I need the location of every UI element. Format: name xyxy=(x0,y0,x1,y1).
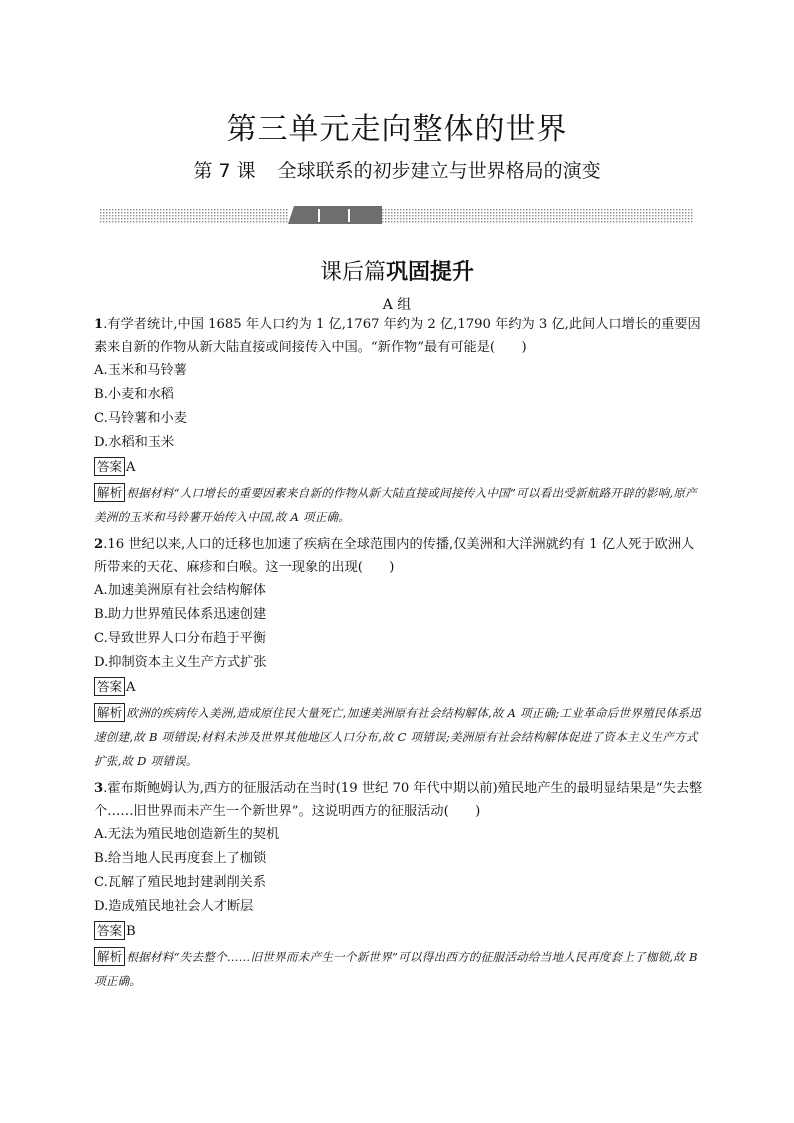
option-c: C.瓦解了殖民地封建剥削关系 xyxy=(94,875,267,890)
analysis-tag: 解析 xyxy=(94,703,125,722)
answer-tag: 答案 xyxy=(94,457,125,476)
answer-value: A xyxy=(126,680,136,695)
divider-tab xyxy=(288,206,382,224)
answer-line xyxy=(94,677,706,699)
analysis-tag: 解析 xyxy=(94,947,125,966)
analysis-text: 欧洲的疾病传入美洲,造成原住民大量死亡,加速美洲原有社会结构解体,故 A 项正确;工业革命后世界殖民体系迅速创建,故 B 项错误;材料未涉及世界其他地区人口分布,故 C 项错误;美洲原有社会结构解体促进了资本主义生产方式扩张,故 D 项错误。 xyxy=(94,706,702,768)
section-title-prefix: 课后篇 xyxy=(319,260,386,285)
answer-line xyxy=(94,921,706,943)
lesson-name: 全球联系的初步建立与世界格局的演变 xyxy=(277,160,601,182)
lesson-number: 第 7 课 xyxy=(193,160,256,182)
question-number: 2 xyxy=(94,537,104,552)
option-c: C.导致世界人口分布趋于平衡 xyxy=(94,631,267,646)
question-stem xyxy=(94,533,706,579)
option-a: A.加速美洲原有社会结构解体 xyxy=(94,583,266,598)
question-text: .16 世纪以来,人口的迁移也加速了疾病在全球范围内的传播,仅美洲和大洋洲就约有 1 亿人死于欧洲人所带来的天花、麻疹和白喉。这一现象的出现( ) xyxy=(94,537,695,575)
analysis-text: 根据材料“失去整个……旧世界而未产生一个新世界”可以得出西方的征服活动给当地人民再度套上了枷锁,故 B 项正确。 xyxy=(94,950,698,988)
section-divider xyxy=(100,206,694,226)
divider-dots-left xyxy=(100,209,288,224)
option-d: D.水稻和玉米 xyxy=(94,435,175,450)
question-number: 1 xyxy=(94,317,104,332)
question-number: 3 xyxy=(94,781,104,796)
answer-value: A xyxy=(126,460,136,475)
question-list xyxy=(94,313,706,997)
section-title-bold: 巩固提升 xyxy=(386,260,475,285)
question-2 xyxy=(94,533,706,773)
divider-dots-right xyxy=(382,209,694,224)
question-stem xyxy=(94,777,706,823)
group-label: A 组 xyxy=(382,297,412,313)
option-c: C.马铃薯和小麦 xyxy=(94,411,187,426)
analysis-line xyxy=(94,481,706,529)
answer-tag: 答案 xyxy=(94,921,125,940)
answer-value: B xyxy=(126,924,136,939)
question-stem xyxy=(94,313,706,359)
option-b: B.小麦和水稻 xyxy=(94,387,174,402)
analysis-tag: 解析 xyxy=(94,483,125,502)
question-3 xyxy=(94,777,706,993)
answer-line xyxy=(94,457,706,479)
option-b: B.给当地人民再度套上了枷锁 xyxy=(94,851,267,866)
analysis-line xyxy=(94,701,706,773)
answer-tag: 答案 xyxy=(94,677,125,696)
question-1 xyxy=(94,313,706,529)
analysis-line xyxy=(94,945,706,993)
lesson-title xyxy=(0,156,794,183)
question-text: .有学者统计,中国 1685 年人口约为 1 亿,1767 年约为 2 亿,1790 年约为 3 亿,此间人口增长的重要因素来自新的作物从新大陆直接或间接传入中国。“新作物”最有可能是( ) xyxy=(94,317,701,355)
option-d: D.抑制资本主义生产方式扩张 xyxy=(94,655,267,670)
question-text: .霍布斯鲍姆认为,西方的征服活动在当时(19 世纪 70 年代中期以前)殖民地产生的最明显结果是“失去整个……旧世界而未产生一个新世界”。这说明西方的征服活动( ) xyxy=(94,781,703,819)
analysis-text: 根据材料“人口增长的重要因素来自新的作物从新大陆直接或间接传入中国”可以看出受新航路开辟的影响,原产美洲的玉米和马铃薯开始传入中国,故 A 项正确。 xyxy=(94,486,697,524)
unit-title: 第三单元走向整体的世界 xyxy=(226,112,568,147)
option-d: D.造成殖民地社会人才断层 xyxy=(94,899,254,914)
option-b: B.助力世界殖民体系迅速创建 xyxy=(94,607,267,622)
option-a: A.无法为殖民地创造新生的契机 xyxy=(94,827,280,842)
option-a: A.玉米和马铃薯 xyxy=(94,363,187,378)
section-title xyxy=(0,255,794,286)
